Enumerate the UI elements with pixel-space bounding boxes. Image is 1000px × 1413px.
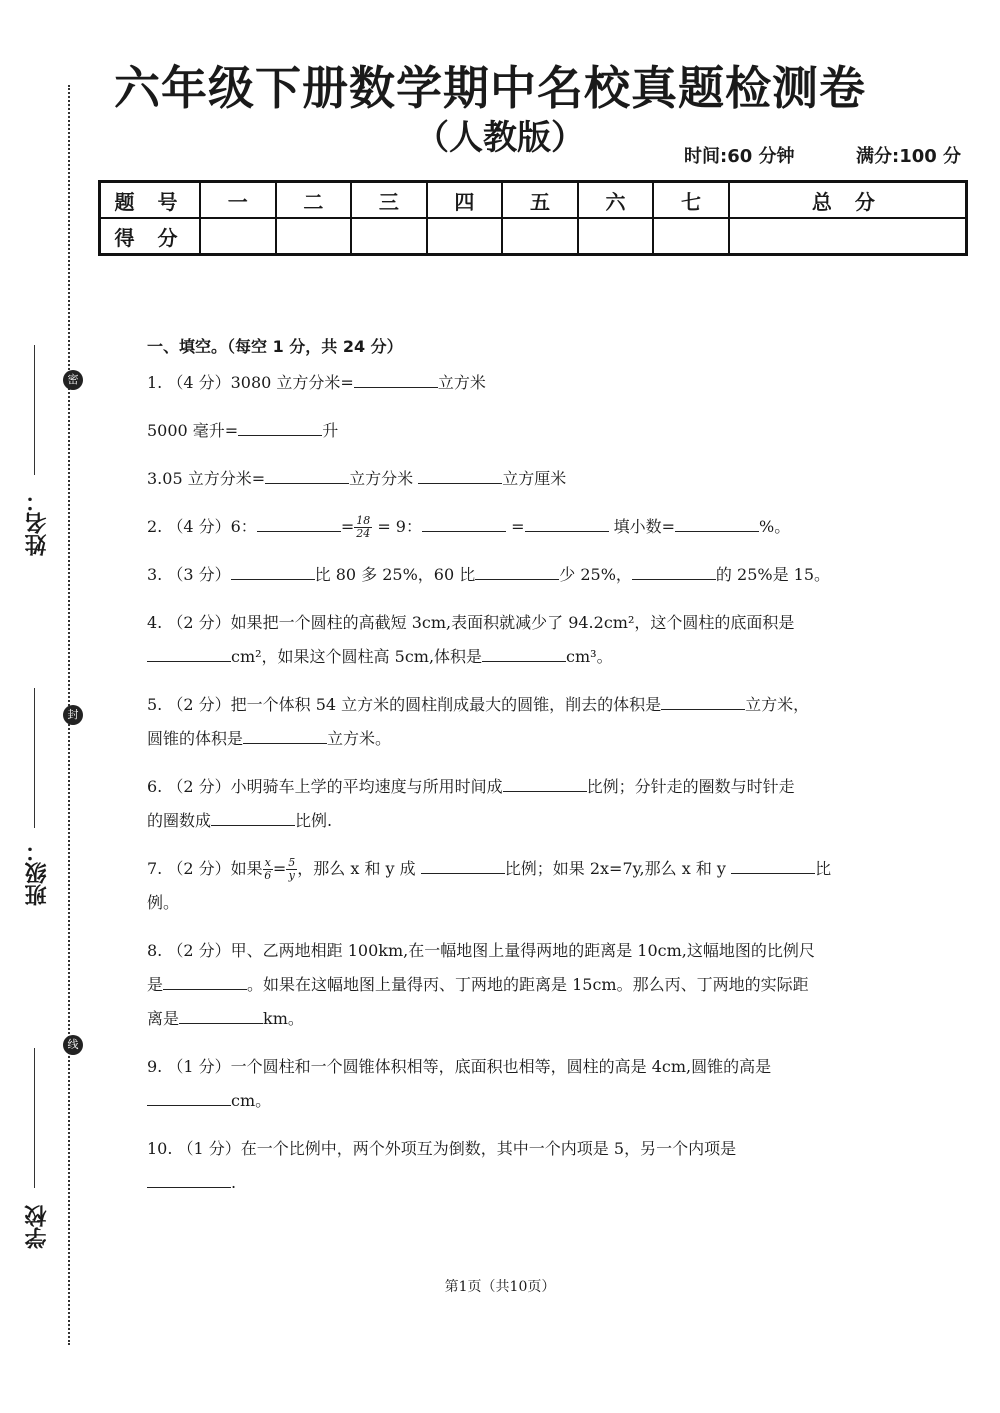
score-cell[interactable] — [653, 218, 729, 255]
q5-text2: 立方米， — [745, 695, 810, 714]
q2-decimal: 填小数= — [613, 517, 676, 536]
answer-blank[interactable] — [147, 1087, 231, 1106]
question-5 — [147, 688, 857, 756]
q9-text: 9. （1 分）一个圆柱和一个圆锥体积相等，底面积也相等，圆柱的高是 4cm,圆锥的高是 — [147, 1057, 772, 1076]
fraction-18-24 — [354, 515, 372, 540]
question-8 — [147, 934, 857, 1036]
question-3 — [147, 558, 857, 592]
q6-text3: 的圈数成 — [147, 811, 212, 830]
q1c-text: 3.05 立方分米= — [147, 469, 266, 488]
exam-title: 六年级下册数学期中名校真题检测卷 — [114, 61, 866, 115]
score-header-cell: 五 — [502, 182, 578, 219]
frac-num: 18 — [356, 514, 371, 527]
q6-text: 6. （2 分）小明骑车上学的平均速度与所用时间成 — [147, 777, 503, 796]
answer-blank[interactable] — [731, 855, 815, 874]
score-header-cell: 六 — [578, 182, 654, 219]
answer-blank[interactable] — [231, 561, 315, 580]
score-header-cell: 总 分 — [729, 182, 967, 219]
q8-text: 8. （2 分）甲、乙两地相距 100km,在一幅地图上量得两地的距离是 10cm,这幅地图的比例尺 — [147, 941, 815, 960]
question-content — [147, 330, 857, 1214]
score-row-label: 得 分 — [100, 218, 201, 255]
q3-text3: 少 25%， — [559, 565, 632, 584]
fraction-x-6 — [263, 857, 273, 882]
fraction-5-y — [286, 857, 297, 882]
answer-blank[interactable] — [482, 643, 566, 662]
question-1b — [147, 414, 857, 448]
q2-text: 2. （4 分）6： — [147, 517, 257, 536]
question-4 — [147, 606, 857, 674]
q1c-unit2: 立方厘米 — [502, 469, 567, 488]
score-cell[interactable] — [729, 218, 967, 255]
answer-blank[interactable] — [632, 561, 716, 580]
question-7 — [147, 852, 857, 920]
answer-blank[interactable] — [257, 513, 341, 532]
question-6 — [147, 770, 857, 838]
answer-blank[interactable] — [525, 513, 609, 532]
q2-percent: %。 — [759, 517, 791, 536]
score-header-cell: 二 — [276, 182, 352, 219]
q7-text4: 比 — [815, 859, 832, 878]
score-cell[interactable] — [276, 218, 352, 255]
q7-text: 7. （2 分）如果 — [147, 859, 263, 878]
answer-blank[interactable] — [265, 465, 349, 484]
q6-text2: 比例；分针走的圈数与时针走 — [586, 777, 795, 796]
q1b-unit: 升 — [322, 421, 339, 440]
q8-text2: 是 — [147, 975, 164, 994]
answer-blank[interactable] — [243, 725, 327, 744]
q2-eq: = — [511, 517, 525, 536]
frac-den: 24 — [356, 527, 371, 540]
q5-text3: 圆锥的体积是 — [147, 729, 244, 748]
q4-text2: cm²，如果这个圆柱高 5cm,体积是 — [231, 647, 483, 666]
question-9 — [147, 1050, 857, 1118]
answer-blank[interactable] — [211, 807, 295, 826]
answer-blank[interactable] — [418, 465, 502, 484]
answer-blank[interactable] — [147, 643, 231, 662]
q10-text: 10. （1 分）在一个比例中，两个外项互为倒数，其中一个内项是 5，另一个内项是 — [147, 1139, 737, 1158]
seal-xian-icon: 线 — [63, 1035, 83, 1055]
question-2: 2. （4 分）6： = $\frac{18}{24}$ = 9： = 填小数= %。 — [147, 514, 791, 540]
q6-text4: 比例. — [295, 811, 333, 830]
answer-blank[interactable] — [675, 513, 759, 532]
answer-blank[interactable] — [422, 513, 506, 532]
score-cell[interactable] — [427, 218, 503, 255]
q7-text5: 例。 — [147, 893, 180, 912]
answer-blank[interactable] — [421, 855, 505, 874]
answer-blank[interactable] — [475, 561, 559, 580]
q10-text2: . — [231, 1173, 237, 1192]
q7-text2: ，那么 x 和 y 成 — [297, 859, 416, 878]
name-label: 姓名： — [25, 490, 50, 556]
class-write-line[interactable] — [34, 688, 35, 828]
q1b-text: 5000 毫升= — [147, 421, 239, 440]
q8-text3: 。如果在这幅地图上量得丙、丁两地的距离是 15cm。那么丙、丁两地的实际距 — [247, 975, 809, 994]
q5-text: 5. （2 分）把一个体积 54 立方米的圆柱削成最大的圆锥，削去的体积是 — [147, 695, 662, 714]
score-header-cell: 四 — [427, 182, 503, 219]
seal-mi-icon: 密 — [63, 370, 83, 390]
q8-text4: 离是 — [147, 1009, 180, 1028]
score-table-score-row — [100, 218, 967, 255]
answer-blank[interactable] — [147, 1169, 231, 1188]
score-table — [98, 180, 968, 256]
question-10 — [147, 1132, 857, 1200]
score-table-header-row — [100, 182, 967, 219]
q8-text5: km。 — [263, 1009, 304, 1028]
exam-time: 时间:60 分钟 — [684, 146, 795, 167]
answer-blank[interactable] — [354, 369, 438, 388]
frac-num: x — [264, 856, 271, 869]
class-label: 班级： — [25, 840, 50, 906]
exam-full-score: 满分:100 分 — [856, 146, 962, 167]
seal-feng-icon: 封 — [63, 705, 83, 725]
question-1c — [147, 462, 857, 496]
question-1a — [147, 366, 857, 400]
answer-blank[interactable] — [503, 773, 587, 792]
score-header-cell: 三 — [351, 182, 427, 219]
q7-text3: 比例；如果 2x=7y,那么 x 和 y — [504, 859, 726, 878]
score-cell[interactable] — [351, 218, 427, 255]
q5-text4: 立方米。 — [327, 729, 392, 748]
answer-blank[interactable] — [163, 971, 247, 990]
q4-text3: cm³。 — [566, 647, 613, 666]
page-footer: 第1页（共10页） — [444, 1279, 556, 1295]
score-cell[interactable] — [502, 218, 578, 255]
frac-den: 6 — [264, 869, 272, 882]
school-write-line[interactable] — [34, 1048, 35, 1188]
q7-eq: = — [272, 859, 287, 878]
q1a-unit: 立方米 — [437, 373, 486, 392]
frac-num: 5 — [288, 856, 296, 869]
section-title: 一、填空。（每空 1 分，共 24 分） — [147, 337, 403, 356]
q9-text2: cm。 — [231, 1091, 272, 1110]
answer-blank[interactable] — [238, 417, 322, 436]
school-label: 学校 — [25, 1205, 50, 1249]
score-cell[interactable] — [578, 218, 654, 255]
q2-text2: = 9： — [377, 517, 422, 536]
answer-blank[interactable] — [661, 691, 745, 710]
score-header-cell: 七 — [653, 182, 729, 219]
score-cell[interactable] — [200, 218, 276, 255]
frac-den: y — [288, 869, 295, 882]
score-header-cell: 一 — [200, 182, 276, 219]
answer-blank[interactable] — [179, 1005, 263, 1024]
q1a-text: 1. （4 分）3080 立方分米= — [147, 373, 354, 392]
q1c-unit1: 立方分米 — [349, 469, 414, 488]
q4-text: 4. （2 分）如果把一个圆柱的高截短 3cm,表面积就减少了 94.2cm²，这个圆柱的底面积是 — [147, 613, 795, 632]
exam-subtitle: （人教版） — [415, 118, 585, 158]
q3-text2: 比 80 多 25%，60 比 — [314, 565, 476, 584]
name-write-line[interactable] — [34, 345, 35, 475]
q3-text4: 的 25%是 15。 — [715, 565, 831, 584]
q3-text: 3. （3 分） — [147, 565, 231, 584]
score-header-cell: 题 号 — [100, 182, 201, 219]
